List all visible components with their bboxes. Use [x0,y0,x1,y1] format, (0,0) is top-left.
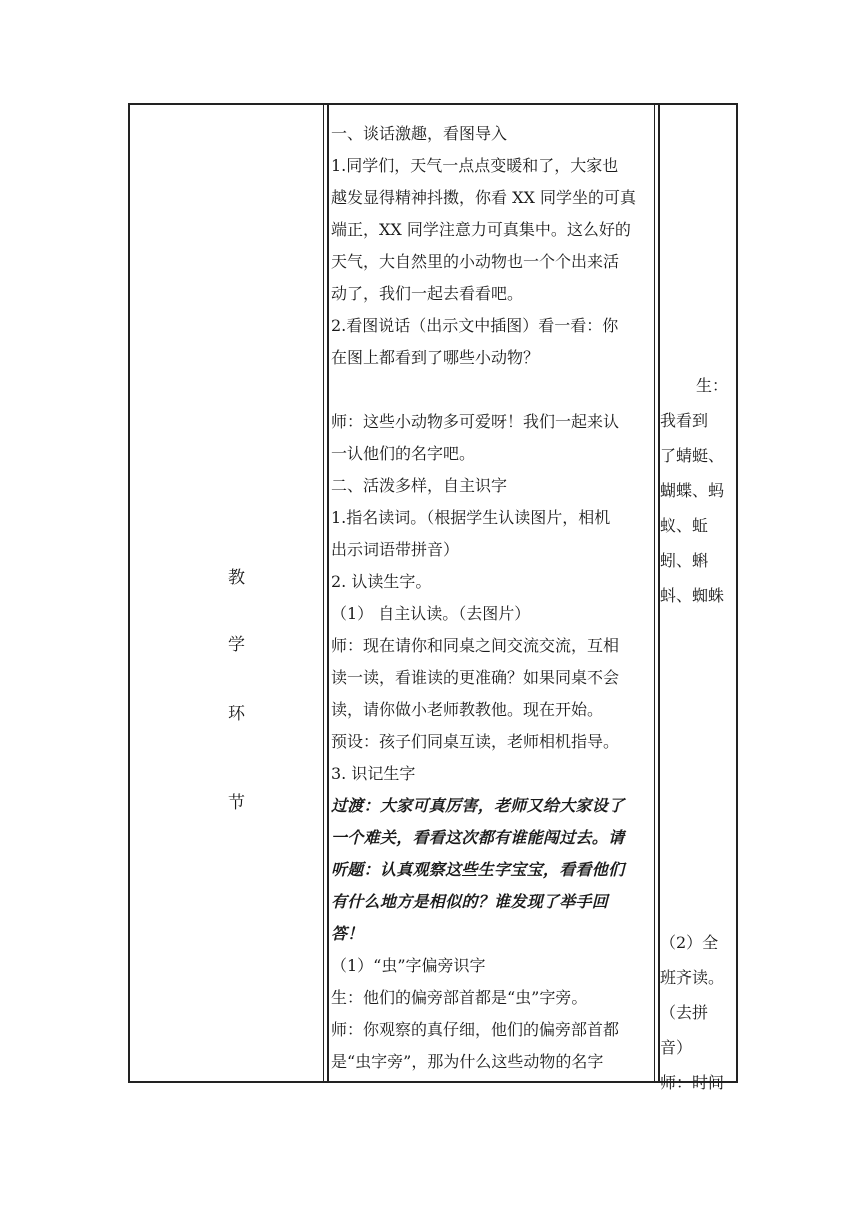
content-line: 越发显得精神抖擞，你看 XX 同学坐的可真 [331,188,636,207]
emphasis-line: 有什么地方是相似的？谁发现了举手回 [331,892,609,911]
emphasis-line: 过渡：大家可真厉害，老师又给大家设了 [331,796,625,815]
section-label-column [130,105,325,1081]
note-line: 师：时间 [660,1073,725,1092]
student-response-column [660,368,734,613]
content-line: （1）“虫”字偏旁识字 [331,956,486,975]
content-line: 一认他们的名字吧。 [331,444,476,463]
section-label-char: 环 [228,704,245,724]
content-line: 一、谈话激趣，看图导入 [331,124,508,143]
content-line: 1.指名读词。（根据学生认读图片，相机 [331,508,611,527]
content-line: 读，请你做小老师教教他。现在开始。 [331,700,604,719]
section-label-char: 学 [228,635,245,655]
content-line: 师：你观察的真仔细，他们的偏旁部首都 [331,1020,620,1039]
note-line: （去拼 [660,1003,709,1022]
content-line: 端正，XX 同学注意力可真集中。这么好的 [331,220,631,239]
emphasis-line: 一个难关，看看这次都有谁能闯过去。请 [331,828,625,847]
blank-line [331,374,651,406]
content-line: 2.看图说话（出示文中插图）看一看：你 [331,316,619,335]
response-line: 蝴蝶、蚂 [660,481,725,500]
content-line: 生：他们的偏旁部首都是“虫”字旁。 [331,988,588,1007]
section-label-char: 节 [228,793,245,813]
content-line: （1） 自主认读。（去图片） [331,604,531,623]
activity-note-column [660,925,734,1100]
content-line: 2. 认读生字。 [331,572,432,591]
response-line: 我看到 [660,411,709,430]
note-line: （2）全 [660,933,719,952]
section-label-char: 教 [228,568,245,588]
content-line: 读一读，看谁读的更准确？如果同桌不会 [331,668,620,687]
lesson-plan-table [128,103,738,1092]
teaching-content-column [331,118,651,1078]
response-line: 生： [695,376,728,395]
emphasis-line: 听题：认真观察这些生字宝宝，看看他们 [331,860,625,879]
column-divider-left-inner [327,105,329,1081]
content-line: 预设：孩子们同桌互读，老师相机指导。 [331,732,620,751]
content-line: 出示词语带拼音） [331,540,460,559]
response-line: 蚁、蚯 [660,516,709,535]
column-divider-right [654,105,655,1081]
content-line: 师：现在请你和同桌之间交流交流，互相 [331,636,620,655]
response-line: 蚪、蜘蛛 [660,586,725,605]
response-line: 蚓、蝌 [660,551,709,570]
content-line: 1.同学们，天气一点点变暖和了，大家也 [331,156,619,175]
content-line: 天气，大自然里的小动物也一个个出来活 [331,252,620,271]
content-line: 动了，我们一起去看看吧。 [331,284,524,303]
content-line: 是“虫字旁”，那为什么这些动物的名字 [331,1052,604,1071]
emphasis-line: 答！ [331,924,364,943]
note-line: 班齐读。 [660,968,725,987]
content-line: 师：这些小动物多可爱呀！我们一起来认 [331,412,620,431]
content-line: 在图上都看到了哪些小动物？ [331,348,540,367]
content-line: 二、活泼多样，自主识字 [331,476,508,495]
content-line: 3. 识记生字 [331,764,416,783]
response-line: 了蜻蜓、 [660,446,725,465]
note-line: 音） [660,1038,693,1057]
